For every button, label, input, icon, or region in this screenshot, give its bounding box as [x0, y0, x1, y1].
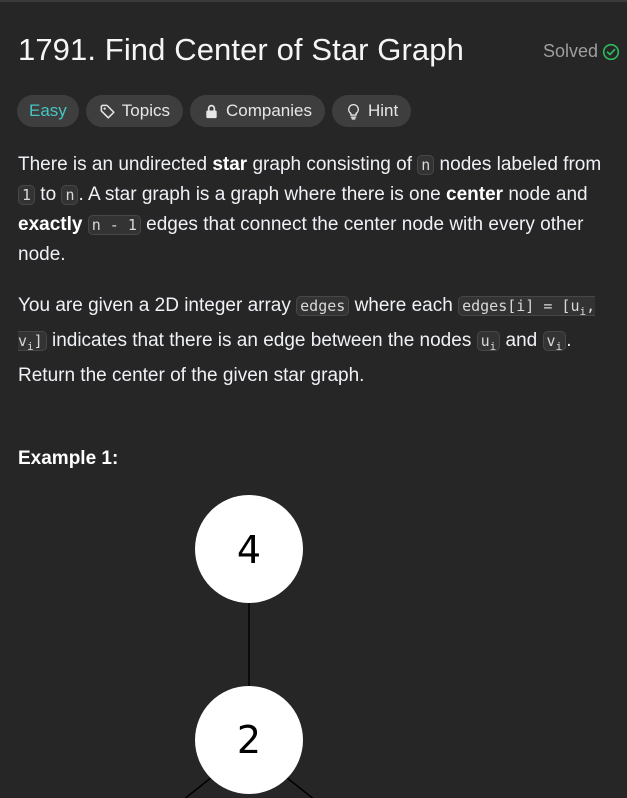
- code-n-minus-1: n - 1: [88, 215, 141, 235]
- example-graph: [0, 480, 627, 798]
- exactly-term: exactly: [18, 214, 83, 235]
- hint-button[interactable]: [332, 95, 411, 127]
- graph-node-4-label: 4: [236, 528, 262, 572]
- edge-2-left: [178, 777, 212, 798]
- difficulty-label: Easy: [29, 101, 67, 120]
- companies-label: Companies: [225, 101, 312, 120]
- code-v-i: $v_i$: [543, 331, 567, 351]
- solved-status: [543, 41, 620, 62]
- companies-button[interactable]: [190, 95, 325, 127]
- page-title[interactable]: 1791. Find Center of Star Graph: [18, 32, 464, 67]
- code-edges-i: edges[i] = [$u_i$, $v_i$]: [18, 297, 596, 353]
- hint-label: Hint: [367, 101, 399, 120]
- topics-label: Topics: [121, 101, 170, 120]
- code-edges: edges: [296, 296, 349, 316]
- code-n: n: [417, 155, 434, 175]
- graph-node-2-label: 2: [236, 718, 262, 762]
- check-circle-icon: [602, 43, 620, 61]
- code-u-i: $u_i$: [477, 331, 501, 351]
- description-paragraph-2: You are given a 2D integer array edges where each edges[i] = [$u_i$, $v_i$] indicates that there is an edge between the nodes $u_i$ and $v_i$ . Return the center of the given star graph.: [18, 295, 596, 386]
- lightbulb-icon: [345, 103, 362, 120]
- code-n: n: [61, 185, 78, 205]
- lock-icon: [203, 103, 220, 120]
- description-paragraph-1: There is an undirected star graph consisting of n nodes labeled from 1 to n . A star graph is a graph where there is one center node and exactly n - 1 edges that connect the center node with every other node.: [18, 154, 602, 265]
- example-title: Example 1:: [18, 448, 119, 469]
- tag-icon: [99, 103, 116, 120]
- edge-2-right: [286, 777, 320, 798]
- top-divider: [0, 0, 627, 2]
- center-term: center: [446, 184, 504, 205]
- title-row: [18, 32, 620, 76]
- tag-row: [17, 95, 411, 127]
- star-term: star: [212, 154, 248, 175]
- code-1: 1: [18, 185, 35, 205]
- difficulty-badge: [17, 95, 79, 127]
- problem-description: [18, 150, 618, 412]
- solved-label: Solved: [542, 41, 598, 61]
- topics-button[interactable]: [86, 95, 183, 127]
